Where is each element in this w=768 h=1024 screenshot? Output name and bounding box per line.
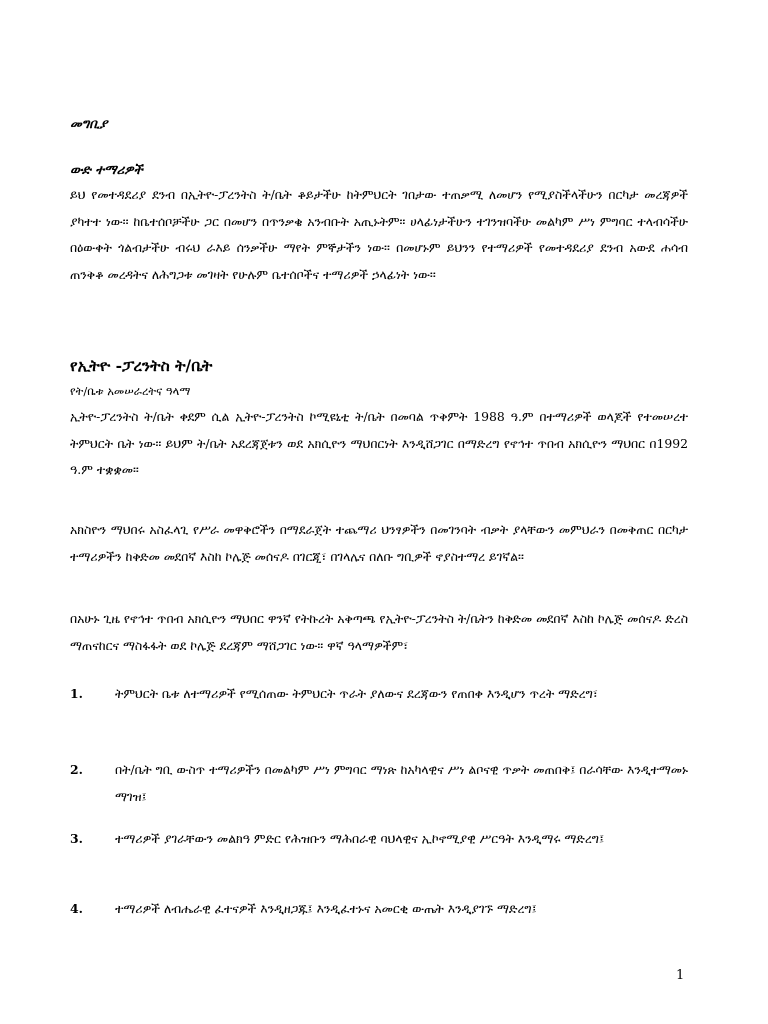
goal-text: ተማሪዎች ያገራቸውን መልክዓ ምድር የሕዝቡን ማሕበራዊ ባህላዊና ኢኮኖሚያዊ ሥርዓት እንዲማሩ ማድረግ፤ [115, 831, 605, 846]
intro-paragraph: ይህ የመተዳደሪያ ደንብ በኢትዮ-ፓረንትስ ት/ቤት ቆይታችሁ ከትምህርት ገበታው ተጠቃሚ ለመሆን የሚያስችላችሁን በርካታ መረጃዎች ያካተተ ነው፡፡ ከቤተሰቦቻችሁ ጋር በመሆን በጥንቃቄ አንብቡት አጢኑትም፡፡ ሀላፊነታችሁን ተገንዝባችሁ መልካም ሥነ ምግባር ተላብሳችሁ በዕውቀት ጎልብታችሁ ብሩህ ራእይ ሰንቃችሁ ማየት ምኞታችን ነው፡፡ በመሆኑም ይህንን የተማሪዎች የመተዳደሪያ ደንብ አውደ ሐሳብ ጠንቅቆ መረዳትና ለሕግጋቱ መገዛት የሁሉም ቤተሰቦችና ተማሪዎች ኃላፊነት ነው፡፡ [70, 187, 688, 282]
goal-number: 1. [70, 686, 83, 701]
greeting-heading: ውድ ተማሪዎች [70, 163, 143, 178]
page-number: 1 [676, 968, 685, 983]
school-focus-paragraph: በአሁኑ ጊዜ የኖኅተ ጥበብ አክሲዮን ማህበር ዋንኛ የትኩረት አቅጣጫ የኢትዮ-ፓረንትስ ት/ቤትን ከቅድመ መደበኛ እስከ ኮሌጅ መሰናዶ ድረስ ማጠናከርና ማስፋፋት ወደ ኮሌጅ ደረጃም ማሸጋገር ነው፡፡ ዋኛ ዓላማዎችም፣ [70, 611, 688, 653]
goal-text: ትምህርት ቤቱ ለተማሪዎች የሚሰጠው ትምህርት ጥራት ያለውና ደረጃውን የጠበቀ እንዲሆን ጥረት ማድረግ፣ [115, 686, 598, 701]
goal-number: 4. [70, 901, 83, 916]
goal-text: ተማሪዎች ለብሔራዊ ፈተናዎች እንዲዘጋጁ፤ እንዲፈተኑና አመርቂ ውጤት እንዲያገኙ ማድረግ፤ [115, 901, 537, 916]
school-subheading: የት/ቤቱ አመሠራረትና ዓላማ [70, 384, 191, 398]
goal-number: 2. [70, 762, 83, 777]
school-history-paragraph: ኢትዮ-ፓረንትስ ት/ቤት ቀደም ሲል ኢትዮ-ፓረንትስ ኮሚዩኒቲ ት/ቤት በመባል ጥቅምት 1988 ዓ.ም በተማሪዎች ወላጆች የተመሠረተ ትምህርት ቤት ነው፡፡ ይህም ት/ቤት አደረጃጀቱን ወደ አክሲዮን ማህበርነት እንዲሸጋገር በማድረግ የኖኅተ ጥበብ አክሲዮን ማህበር በ1992 ዓ.ም ተቋቋመ፡፡ [70, 409, 688, 478]
goal-number: 3. [70, 831, 83, 846]
school-growth-paragraph: አክስዮን ማህበሩ አስፈላጊ የሥራ መዋቅሮችን በማደራጀት ተጨማሪ ህንፃዎችን በመገንባት ብቃት ያላቸውን መምህራን በመቅጠር በርካታ ተማሪዎችን ከቅድመ መደበኛ እስከ ኮሌጅ መሰናዶ በገርጂ፣ በገላሌና በለቡ ግቢዎች ኖያስተማረ ይገኛል፡፡ [70, 522, 688, 564]
intro-heading: መግቢያ [70, 117, 108, 132]
school-heading: የኢትዮ -ፓረንትስ ት/ቤት [70, 356, 213, 375]
goal-text: በት/ቤት ግቢ ውስጥ ተማሪዎችን በመልካም ሥነ ምግባር ማነጽ ከአካላዊና ሥነ ልቦናዊ ጥቃት መጠበቅ፤ በራሳቸው እንዲተማመኑ ማገዝ፤ [115, 762, 688, 804]
